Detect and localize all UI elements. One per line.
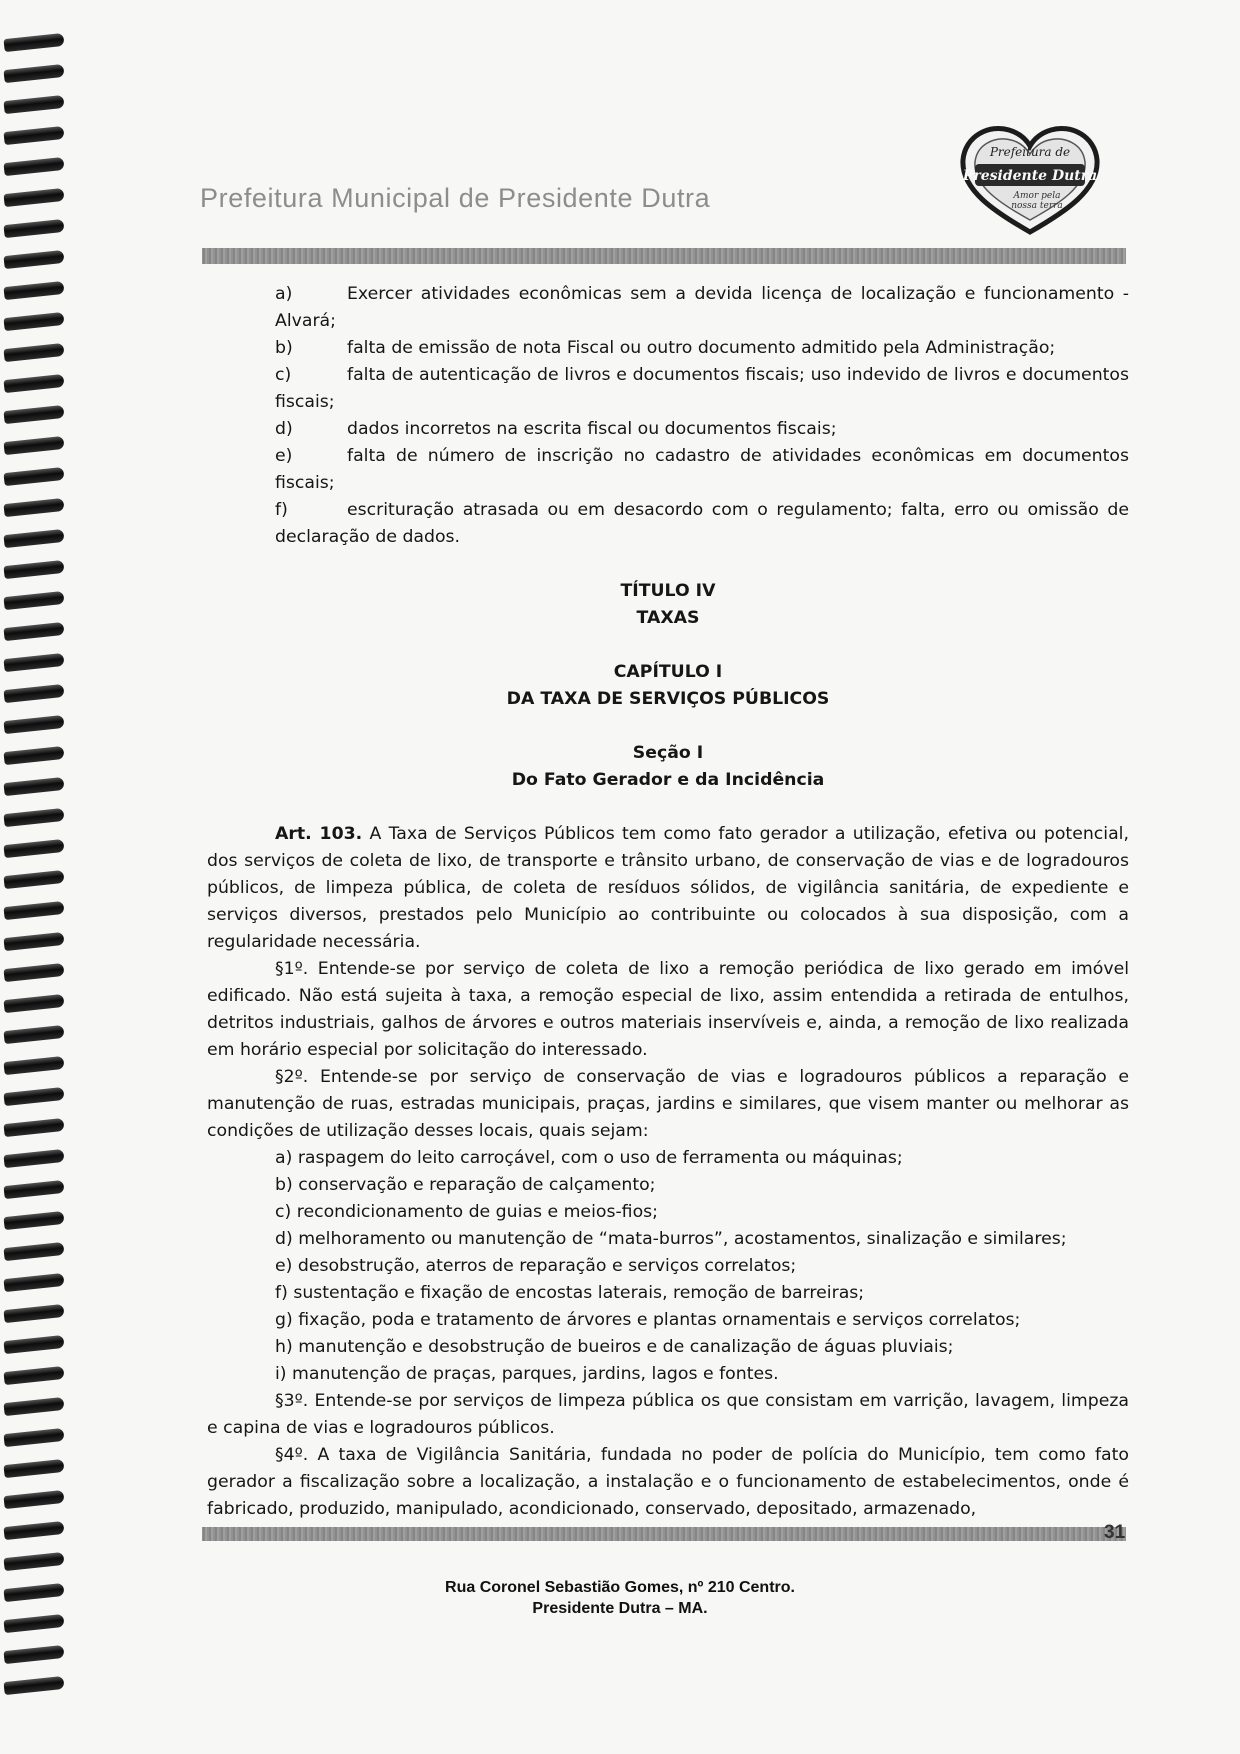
list-item: d) melhoramento ou manutenção de “mata-burros”, acostamentos, sinalização e similares; bbox=[275, 1229, 1067, 1249]
binding-coil bbox=[3, 1676, 64, 1695]
footer-address bbox=[0, 1577, 1240, 1619]
section-name: Do Fato Gerador e da Incidência bbox=[511, 770, 825, 790]
article-text: A Taxa de Serviços Públicos tem como fato gerador a utilização, efetiva ou potencial, dos serviços de coleta de lixo, de transporte e trânsito urbano, de conservação de vias e de logradouros públicos, de limpeza pública, de coleta de resíduos sólidos, de vigilância sanitária, de expediente e serviços diversos, prestados pelo Município ao contribuinte ou colocados à sua disposição, com a regularidade necessária. bbox=[207, 824, 1129, 952]
binding-coil bbox=[3, 1428, 64, 1447]
list-item: a) raspagem do leito carroçável, com o uso de ferramenta ou máquinas; bbox=[275, 1148, 903, 1168]
binding-coil bbox=[3, 1645, 64, 1664]
paragraph-3: §3º. Entende-se por serviços de limpeza pública os que consistam em varrição, lavagem, limpeza e capina de vias e logradouros públicos. bbox=[207, 1391, 1129, 1438]
list-item: a) Exercer atividades econômicas sem a devida licença de localização e funcionamento - Alvará; bbox=[275, 284, 1129, 331]
binding-coil bbox=[3, 591, 64, 610]
binding-coil bbox=[3, 901, 64, 920]
logo-line4: nossa terra bbox=[1011, 201, 1063, 211]
list-item: f) escrituração atrasada ou em desacordo com o regulamento; falta, erro ou omissão de declaração de dados. bbox=[275, 500, 1129, 547]
binding-coil bbox=[3, 1180, 64, 1199]
binding-coil bbox=[3, 157, 64, 176]
list-item: h) manutenção e desobstrução de bueiros e de canalização de águas pluviais; bbox=[275, 1337, 954, 1357]
binding-coil bbox=[3, 808, 64, 827]
binding-coil bbox=[3, 250, 64, 269]
title-heading: TÍTULO IV bbox=[620, 581, 716, 601]
binding-coil bbox=[3, 1056, 64, 1075]
binding-coil bbox=[3, 1366, 64, 1385]
list-item: e) desobstrução, aterros de reparação e serviços correlatos; bbox=[275, 1256, 797, 1276]
binding-coil bbox=[3, 653, 64, 672]
list-item: i) manutenção de praças, parques, jardins, lagos e fontes. bbox=[275, 1364, 779, 1384]
binding-coil bbox=[3, 1273, 64, 1292]
binding-coil bbox=[3, 1242, 64, 1261]
binding-coil bbox=[3, 1025, 64, 1044]
binding-coil bbox=[3, 33, 64, 52]
binding-coil bbox=[3, 219, 64, 238]
page-number: 31 bbox=[1104, 1522, 1126, 1543]
binding-coil bbox=[3, 1087, 64, 1106]
binding-coil bbox=[3, 1304, 64, 1323]
list-item: e) falta de número de inscrição no cadastro de atividades econômicas em documentos fiscais; bbox=[275, 446, 1129, 493]
binding-coil bbox=[3, 95, 64, 114]
list-item: f) sustentação e fixação de encostas laterais, remoção de barreiras; bbox=[275, 1283, 865, 1303]
binding-coil bbox=[3, 1459, 64, 1478]
paragraph-4: §4º. A taxa de Vigilância Sanitária, fundada no poder de polícia do Município, tem como fato gerador a fiscalização sobre a localização, a instalação e o funcionamento de estabelecimentos, onde é fabricado, produzido, manipulado, acondicionado, conservado, depositado, armazenado, bbox=[207, 1445, 1129, 1519]
binding-coil bbox=[3, 1335, 64, 1354]
paragraph-2: §2º. Entende-se por serviço de conservação de vias e logradouros públicos a reparação e manutenção de ruas, estradas municipais, praças, jardins e similares, que visem manter ou melhorar as condições de utilização desses locais, quais sejam: bbox=[207, 1067, 1129, 1141]
header-municipality-title: Prefeitura Municipal de Presidente Dutra bbox=[200, 183, 711, 213]
logo-line1: Prefeitura de bbox=[989, 145, 1071, 159]
binding-coil bbox=[3, 529, 64, 548]
spiral-binding bbox=[0, 20, 72, 1720]
binding-coil bbox=[3, 777, 64, 796]
municipality-logo bbox=[955, 120, 1105, 238]
footer-divider-bar bbox=[202, 1527, 1126, 1541]
chapter-heading: CAPÍTULO I bbox=[613, 662, 723, 682]
binding-coil bbox=[3, 622, 64, 641]
conservation-services-list bbox=[207, 1145, 1129, 1388]
binding-coil bbox=[3, 1490, 64, 1509]
binding-coil bbox=[3, 1211, 64, 1230]
binding-coil bbox=[3, 994, 64, 1013]
section-heading: Seção I bbox=[632, 743, 704, 763]
binding-coil bbox=[3, 560, 64, 579]
list-item: c) falta de autenticação de livros e documentos fiscais; uso indevido de livros e documentos fiscais; bbox=[275, 365, 1129, 412]
footer-city: Presidente Dutra – MA. bbox=[532, 1600, 708, 1617]
document-body bbox=[207, 281, 1129, 1523]
list-item: b) conservação e reparação de calçamento; bbox=[275, 1175, 656, 1195]
infractions-list bbox=[207, 281, 1129, 551]
article-103 bbox=[207, 821, 1129, 956]
binding-coil bbox=[3, 343, 64, 362]
binding-coil bbox=[3, 1521, 64, 1540]
binding-coil bbox=[3, 312, 64, 331]
binding-coil bbox=[3, 1397, 64, 1416]
logo-line3: Amor pela bbox=[1013, 191, 1061, 201]
binding-coil bbox=[3, 746, 64, 765]
binding-coil bbox=[3, 281, 64, 300]
binding-coil bbox=[3, 684, 64, 703]
binding-coil bbox=[3, 870, 64, 889]
binding-coil bbox=[3, 64, 64, 83]
title-name: TAXAS bbox=[636, 608, 700, 628]
header-divider-bar bbox=[202, 248, 1126, 264]
binding-coil bbox=[3, 839, 64, 858]
article-label: Art. 103. bbox=[275, 824, 363, 844]
binding-coil bbox=[3, 436, 64, 455]
binding-coil bbox=[3, 374, 64, 393]
binding-coil bbox=[3, 715, 64, 734]
binding-coil bbox=[3, 467, 64, 486]
logo-line2: Presidente Dutra bbox=[962, 168, 1098, 184]
binding-coil bbox=[3, 188, 64, 207]
chapter-name: DA TAXA DE SERVIÇOS PÚBLICOS bbox=[506, 689, 830, 709]
binding-coil bbox=[3, 126, 64, 145]
list-item: b) falta de emissão de nota Fiscal ou outro documento admitido pela Administração; bbox=[275, 338, 1056, 358]
list-item: c) recondicionamento de guias e meios-fios; bbox=[275, 1202, 658, 1222]
footer-street: Rua Coronel Sebastião Gomes, nº 210 Centro. bbox=[445, 1579, 795, 1596]
binding-coil bbox=[3, 1552, 64, 1571]
binding-coil bbox=[3, 932, 64, 951]
binding-coil bbox=[3, 963, 64, 982]
binding-coil bbox=[3, 1149, 64, 1168]
binding-coil bbox=[3, 498, 64, 517]
paragraph-1: §1º. Entende-se por serviço de coleta de lixo a remoção periódica de lixo gerado em imóvel edificado. Não está sujeita à taxa, a remoção especial de lixo, assim entendida a retirada de entulhos, detritos industriais, galhos de árvores e outros materiais inservíveis e, ainda, a remoção de lixo realizada em horário especial por solicitação do interessado. bbox=[207, 959, 1129, 1060]
binding-coil bbox=[3, 405, 64, 424]
list-item: d) dados incorretos na escrita fiscal ou documentos fiscais; bbox=[275, 419, 837, 439]
list-item: g) fixação, poda e tratamento de árvores e plantas ornamentais e serviços correlatos; bbox=[275, 1310, 1021, 1330]
binding-coil bbox=[3, 1118, 64, 1137]
